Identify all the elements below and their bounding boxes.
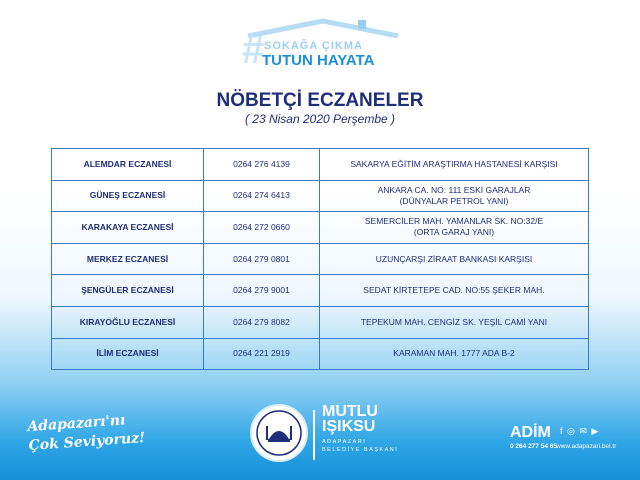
- page-title: NÖBETÇİ ECZANELER: [216, 90, 424, 111]
- pharmacy-phone: 0264 221 2919: [204, 338, 320, 370]
- pharmacy-address: [320, 338, 589, 370]
- table-row: [52, 149, 589, 181]
- website-link[interactable]: www.adapazari.bel.tr: [556, 443, 617, 450]
- address-line: SEMERCİLER MAH. YAMANLAR SK. NO:32/E: [364, 216, 544, 227]
- pharmacy-address: [320, 180, 589, 212]
- address-note: (ORTA GARAJ YANI): [413, 227, 495, 238]
- campaign-hashtag: #: [242, 28, 265, 72]
- municipality-seal: [250, 404, 308, 462]
- pharmacy-address: [320, 306, 589, 338]
- table-row: [52, 243, 589, 275]
- pharmacy-phone: 0264 279 0801: [204, 243, 320, 275]
- pharmacy-name: KARAKAYA ECZANESİ: [52, 212, 204, 244]
- table-row: [52, 306, 589, 338]
- campaign-logo: [238, 18, 408, 72]
- mayor-title: [322, 438, 398, 454]
- pharmacy-address: [320, 243, 589, 275]
- address-line: UZUNÇARŞI ZİRAAT BANKASI KARŞISI: [375, 253, 533, 264]
- adim-logo: ADİM: [510, 424, 551, 441]
- mayor-last-name: IŞIKSU: [322, 418, 376, 435]
- pharmacy-name: ŞENGÜLER ECZANESİ: [52, 275, 204, 307]
- mayor-role: BELEDİYE BAŞKANI: [322, 447, 399, 453]
- footer-divider: [313, 410, 315, 460]
- mayor-name: [322, 404, 378, 434]
- pharmacy-name: ALEMDAR ECZANESİ: [52, 149, 204, 181]
- mayor-city: ADAPAZARI: [322, 439, 367, 445]
- address-line: TEPEKUM MAH. CENGİZ SK. YEŞİL CAMİ YANI: [360, 316, 548, 327]
- address-line: SAKARYA EĞİTİM ARAŞTIRMA HASTANESİ KARŞISI: [350, 158, 558, 169]
- table-row: [52, 275, 589, 307]
- address-note: (DÜNYALAR PETROL YANI): [399, 195, 509, 206]
- mayor-first-name: MUTLU: [322, 403, 378, 420]
- pharmacy-name: MERKEZ ECZANESİ: [52, 243, 204, 275]
- pharmacy-address: [320, 275, 589, 307]
- adim-phone: 0 264 277 54 65: [510, 443, 557, 450]
- pharmacy-name: KIRAYOĞLU ECZANESİ: [52, 306, 204, 338]
- table-row: [52, 180, 589, 212]
- pharmacy-phone: 0264 279 9001: [204, 275, 320, 307]
- pharmacy-phone: 0264 272 0660: [204, 212, 320, 244]
- pharmacy-address: [320, 212, 589, 244]
- pharmacy-address: [320, 149, 589, 181]
- pharmacy-name: İLİM ECZANESİ: [52, 338, 204, 370]
- campaign-line2: TUTUN HAYATA: [262, 52, 375, 69]
- pharmacy-phone: 0264 279 8082: [204, 306, 320, 338]
- pharmacy-name: GÜNEŞ ECZANESİ: [52, 180, 204, 212]
- table-row: [52, 212, 589, 244]
- pharmacy-phone: 0264 276 4139: [204, 149, 320, 181]
- city-slogan: [27, 410, 146, 456]
- campaign-line1: SOKAĞA ÇIKMA: [264, 40, 363, 52]
- page-date: ( 23 Nisan 2020 Perşembe ): [244, 112, 396, 126]
- address-line: SEDAT KİRTETEPE CAD. NO:55 ŞEKER MAH.: [363, 285, 545, 296]
- table-row: [52, 338, 589, 370]
- pharmacy-phone: 0264 274 6413: [204, 180, 320, 212]
- slogan-line2: Çok Seviyoruz!: [28, 429, 146, 455]
- address-line: KARAMAN MAH. 1777 ADA B-2: [393, 348, 515, 359]
- pharmacy-table: [51, 148, 589, 370]
- mosque-icon: [252, 406, 306, 460]
- address-line: ANKARA CA. NO: 111 ESKİ GARAJLAR: [377, 184, 531, 195]
- slogan-line1: Adapazarı'nı: [26, 412, 126, 436]
- social-icons[interactable]: f ◎ ✉ ▶: [560, 426, 600, 436]
